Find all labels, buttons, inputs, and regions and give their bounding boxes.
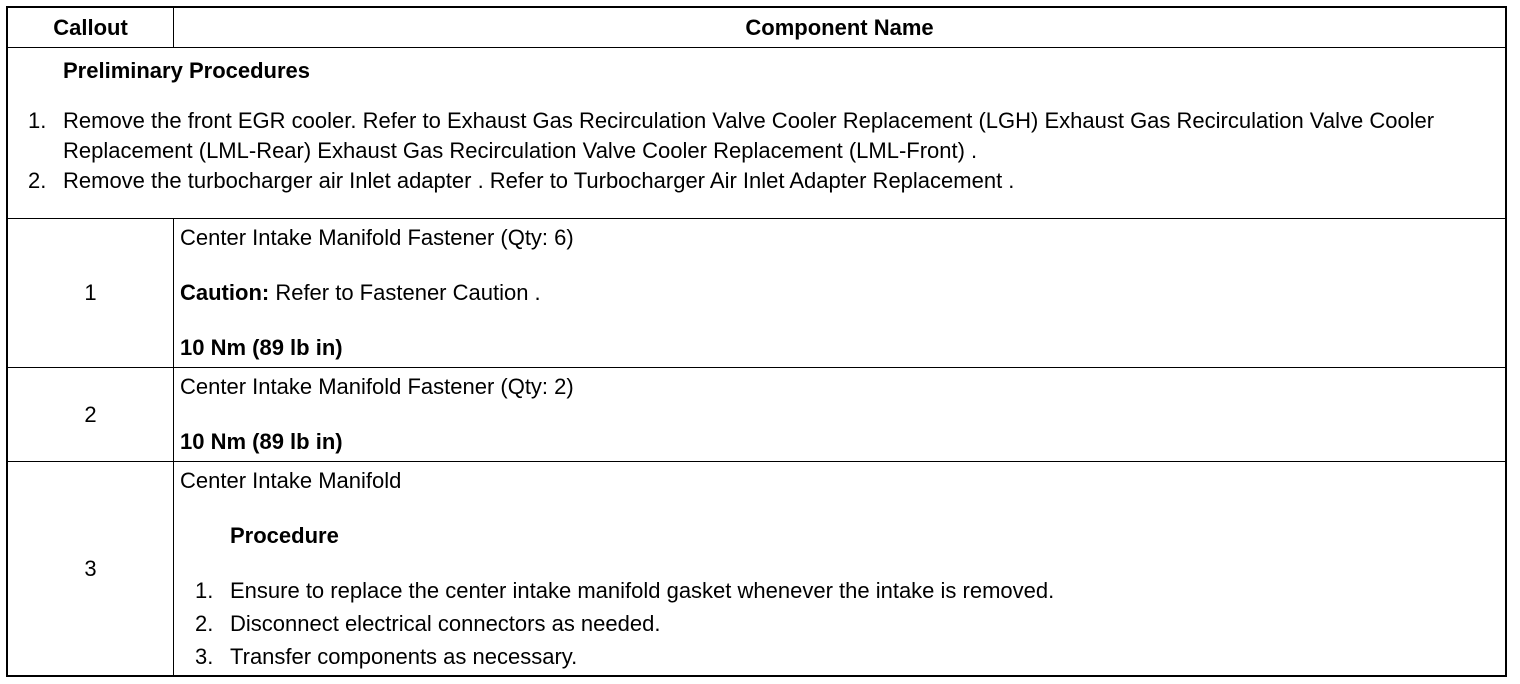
table-row	[8, 219, 1505, 368]
procedure-step	[180, 609, 1499, 639]
torque-spec: 10 Nm (89 lb in)	[180, 429, 343, 454]
component-name-header: Component Name	[174, 8, 1506, 48]
step-text: Remove the turbocharger air Inlet adapter . Refer to Turbocharger Air Inlet Adapter Replacement .	[63, 168, 1015, 193]
procedure-step	[180, 576, 1499, 606]
table-row	[8, 462, 1505, 677]
step-number: 2.	[28, 168, 47, 193]
preliminary-step	[18, 106, 1495, 166]
table-row	[8, 368, 1505, 462]
component-name: Center Intake Manifold Fastener (Qty: 2)	[180, 374, 574, 399]
procedure-title: Procedure	[230, 523, 339, 548]
step-number: 1.	[195, 578, 214, 603]
caution-label: Caution:	[180, 280, 270, 305]
callout-header: Callout	[8, 8, 174, 48]
preliminary-row	[8, 48, 1505, 219]
component-table	[8, 8, 1505, 676]
component-table-frame	[6, 6, 1507, 677]
preliminary-title: Preliminary Procedures	[63, 58, 311, 83]
step-text: Ensure to replace the center intake manifold gasket whenever the intake is removed.	[230, 578, 1055, 603]
header-row	[8, 8, 1505, 48]
callout-cell: 1	[8, 219, 174, 368]
procedure-step	[180, 642, 1499, 672]
step-text: Remove the front EGR cooler. Refer to Exhaust Gas Recirculation Valve Cooler Replacement (LGH) Exhaust Gas Recirculation Valve Cooler Replacement (LML-Rear) Exhaust Gas Recirculation Valve Cooler Replacement (LML-Front) .	[63, 108, 1435, 163]
caution-note	[180, 278, 1499, 308]
preliminary-steps	[18, 106, 1495, 196]
step-number: 1.	[28, 108, 47, 133]
step-number: 2.	[195, 611, 214, 636]
component-cell	[174, 219, 1506, 368]
component-name: Center Intake Manifold	[180, 468, 402, 493]
component-cell	[174, 462, 1506, 677]
component-name: Center Intake Manifold Fastener (Qty: 6)	[180, 225, 574, 250]
step-text: Disconnect electrical connectors as needed.	[230, 611, 661, 636]
callout-cell: 2	[8, 368, 174, 462]
caution-text: Refer to Fastener Caution .	[269, 280, 541, 305]
callout-cell: 3	[8, 462, 174, 677]
step-text: Transfer components as necessary.	[230, 644, 578, 669]
preliminary-step	[18, 166, 1495, 196]
preliminary-cell	[8, 48, 1505, 219]
torque-spec: 10 Nm (89 lb in)	[180, 335, 343, 360]
component-cell	[174, 368, 1506, 462]
procedure-steps	[180, 576, 1499, 672]
step-number: 3.	[195, 644, 214, 669]
